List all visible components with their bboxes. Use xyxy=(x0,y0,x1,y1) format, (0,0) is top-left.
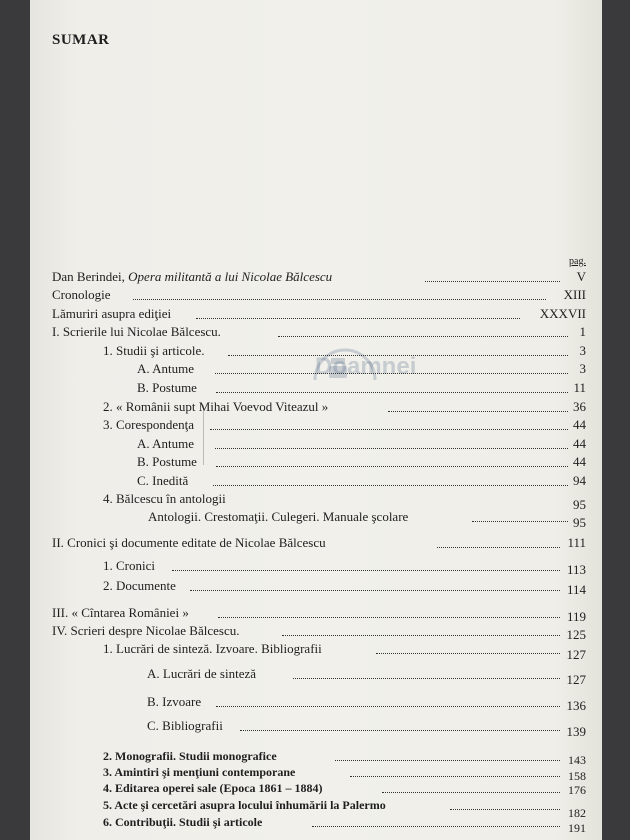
toc-entry-page: 95 xyxy=(573,515,586,530)
toc-entry xyxy=(30,305,602,323)
toc-entry-page: 191 xyxy=(568,821,586,835)
dot-leader xyxy=(133,298,546,300)
toc-entry-label: I. Scrierile lui Nicolae Bălcescu. xyxy=(52,324,221,339)
toc-entry-italic-title: Opera militantă a lui Nicolae Bălcescu xyxy=(128,269,333,284)
toc-entry-page: 3 xyxy=(579,343,586,358)
dot-leader xyxy=(350,775,560,777)
dot-leader xyxy=(172,569,560,571)
toc-entry xyxy=(30,435,602,453)
toc-entry xyxy=(30,813,602,835)
toc-entry-label: 1. Cronici xyxy=(103,558,155,573)
toc-entry-page: 113 xyxy=(566,562,586,577)
toc-entry-label: C. Inedită xyxy=(137,473,189,488)
toc-entry-page: XIII xyxy=(563,287,586,302)
toc-entry xyxy=(30,268,602,286)
dot-leader xyxy=(425,280,560,282)
toc-entry xyxy=(30,398,602,416)
toc-entry-page: 182 xyxy=(568,806,586,820)
toc-entry xyxy=(30,557,602,575)
toc-entry-page: V xyxy=(576,269,586,284)
dot-leader xyxy=(312,825,560,827)
toc-entry xyxy=(30,472,602,490)
toc-entry-page: 36 xyxy=(573,399,586,414)
toc-entry xyxy=(30,508,602,530)
toc-entry-page: 111 xyxy=(567,535,586,550)
toc-entry xyxy=(30,693,602,711)
toc-entry-label: A. Antume xyxy=(137,436,195,451)
toc-entry-label: Lămuriri asupra ediţiei xyxy=(52,306,172,321)
dot-leader xyxy=(335,759,560,761)
dot-leader xyxy=(216,465,568,467)
dot-leader xyxy=(215,447,568,449)
toc-entry-page: 127 xyxy=(566,647,586,662)
toc-entry-page: 136 xyxy=(566,698,586,713)
toc-entry xyxy=(30,342,602,360)
toc-entry xyxy=(30,379,602,397)
dot-leader xyxy=(472,520,568,522)
page-column-header: pag. xyxy=(569,256,586,267)
dot-leader xyxy=(196,317,520,319)
dot-leader xyxy=(218,616,560,618)
dot-leader xyxy=(210,428,568,430)
toc-entry xyxy=(30,665,602,687)
toc-entry-page: 127 xyxy=(566,672,586,687)
toc-entry-label: 2. Documente xyxy=(103,578,176,593)
dot-leader xyxy=(293,677,560,679)
toc-entry-page: 44 xyxy=(573,454,586,469)
toc-entry-page: 119 xyxy=(566,609,586,624)
dot-leader xyxy=(240,729,560,731)
watermark-text: Doamnei xyxy=(315,353,417,380)
dot-leader xyxy=(437,546,560,548)
dot-leader xyxy=(213,484,568,486)
toc-entry-label: C. Bibliografii xyxy=(147,718,223,733)
dot-leader xyxy=(190,589,560,591)
dot-leader xyxy=(216,391,568,393)
toc-entry-label: Antologii. Crestomaţii. Culegeri. Manuale şcolare xyxy=(148,509,409,524)
toc-entry xyxy=(30,453,602,471)
toc-entry xyxy=(30,360,602,378)
toc-entry xyxy=(30,323,602,341)
dot-leader xyxy=(216,705,560,707)
toc-entry-label: 3. Amintiri şi menţiuni contemporane xyxy=(103,765,296,779)
toc-entry-label: 4. Bălcescu în antologii xyxy=(103,491,226,506)
toc-entry-page: 44 xyxy=(573,436,586,451)
toc-entry xyxy=(30,796,602,820)
dot-leader xyxy=(388,410,568,412)
toc-entry-page: 143 xyxy=(568,753,586,767)
toc-entry-page: 95 xyxy=(573,497,586,512)
toc-entry-label: B. Postume xyxy=(137,380,197,395)
toc-entry xyxy=(30,490,602,512)
toc-entry-label: Dan Berindei, xyxy=(52,269,129,284)
toc-entry-label: 1. Studii şi articole. xyxy=(103,343,205,358)
toc-entry-page: XXXVII xyxy=(539,306,586,321)
toc-entry-label: II. Cronici şi documente editate de Nicolae Bălcescu xyxy=(52,535,326,550)
toc-entry-page: 1 xyxy=(579,324,586,339)
toc-entry xyxy=(30,286,602,304)
toc-entry-label: 3. Corespondenţa xyxy=(103,417,194,432)
page-title: SUMAR xyxy=(52,32,110,48)
toc-entry-label: III. « Cîntarea României » xyxy=(52,605,189,620)
toc-entry-page: 94 xyxy=(573,473,586,488)
toc-entry-page: 114 xyxy=(566,582,586,597)
toc-entry-label: B. Postume xyxy=(137,454,197,469)
toc-entry xyxy=(30,622,602,640)
toc-entry-label: A. Antume xyxy=(137,361,195,376)
toc-entry xyxy=(30,416,602,434)
book-page xyxy=(30,0,602,840)
toc-entry-label: 2. « Românii supt Mihai Voevod Viteazul » xyxy=(103,399,329,414)
dot-leader xyxy=(278,335,568,337)
toc-entry-label: Cronologie xyxy=(52,287,111,302)
toc-entry xyxy=(30,577,602,595)
toc-entry-page: 3 xyxy=(579,361,586,376)
dot-leader xyxy=(282,634,560,636)
toc-entry-label: 2. Monografii. Studii monografice xyxy=(103,749,277,763)
toc-entry-page: 44 xyxy=(573,417,586,432)
toc-entry-label: 4. Editarea operei sale (Epoca 1861 – 1884) xyxy=(103,781,323,795)
toc-entry-page: 158 xyxy=(568,769,586,783)
toc-entry xyxy=(30,534,602,552)
dot-leader xyxy=(215,372,568,374)
toc-entry-label: 6. Contribuţii. Studii şi articole xyxy=(103,815,263,829)
toc-entry-page: 176 xyxy=(568,783,586,797)
toc-entry xyxy=(30,604,602,622)
toc-entry-page: 11 xyxy=(573,380,586,395)
dot-leader xyxy=(228,354,568,356)
toc-entry-page: 125 xyxy=(566,627,586,642)
toc-entry-label: 5. Acte şi cercetări asupra locului înhumării la Palermo xyxy=(103,798,386,812)
toc-entry-label: IV. Scrieri despre Nicolae Bălcescu. xyxy=(52,623,240,638)
toc-entry xyxy=(30,640,602,662)
toc-entry xyxy=(30,779,602,797)
toc-entry-label: 1. Lucrări de sinteză. Izvoare. Bibliografii xyxy=(103,641,322,656)
toc-entry-label: A. Lucrări de sinteză xyxy=(147,666,257,681)
dot-leader xyxy=(382,791,560,793)
dot-leader xyxy=(376,652,560,654)
toc-entry-label: B. Izvoare xyxy=(147,694,202,709)
toc-entry xyxy=(30,717,602,739)
toc-entry-page: 139 xyxy=(566,724,586,739)
dot-leader xyxy=(450,808,560,810)
